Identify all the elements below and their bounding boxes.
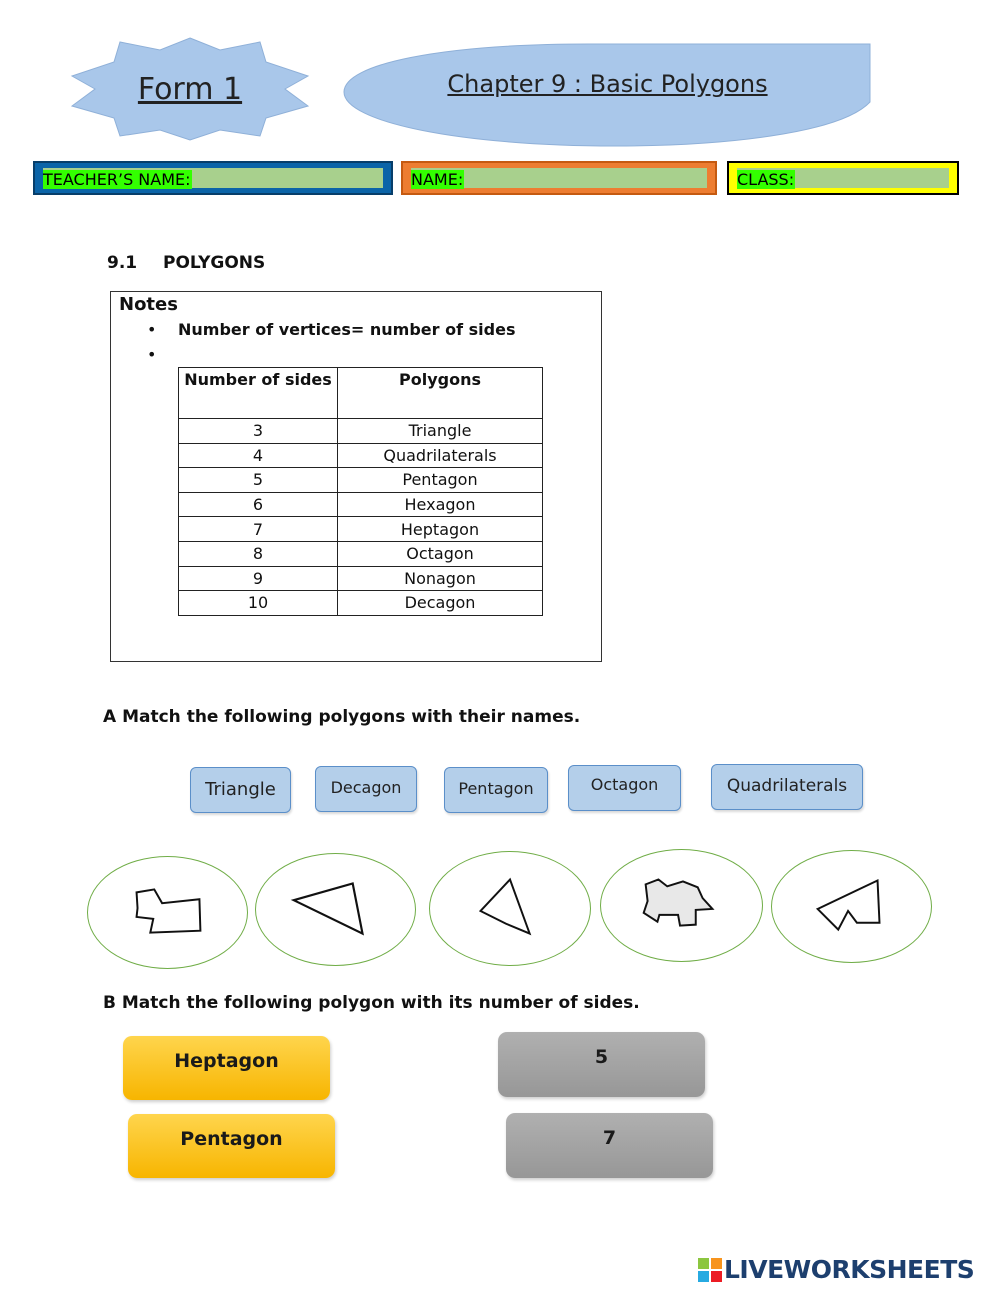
bullet-text: Number of vertices= number of sides — [178, 320, 516, 339]
table-cell: 9 — [179, 566, 338, 591]
name-label: NAME: — [411, 170, 464, 189]
table-cell: 7 — [179, 517, 338, 542]
logo-icon — [698, 1258, 722, 1282]
irregular-polygon-icon — [88, 857, 247, 968]
pentagon-card[interactable]: Pentagon — [128, 1114, 335, 1178]
table-cell: Octagon — [338, 541, 543, 566]
teacher-name-field[interactable] — [33, 161, 393, 195]
section-title: POLYGONS — [163, 253, 266, 273]
question-b-title: B Match the following polygon with its number of sides. — [103, 993, 640, 1013]
drop-zone-1[interactable] — [87, 856, 248, 969]
logo-text: LIVEWORKSHEETS — [724, 1255, 975, 1284]
chip-decagon[interactable]: Decagon — [315, 766, 417, 812]
table-cell: 3 — [179, 419, 338, 444]
question-a-title: A Match the following polygons with their names. — [103, 707, 581, 727]
table-cell: Nonagon — [338, 566, 543, 591]
table-cell: Hexagon — [338, 492, 543, 517]
chip-octagon[interactable]: Octagon — [568, 765, 681, 811]
number-card-5[interactable]: 5 — [498, 1032, 705, 1097]
table-row — [179, 566, 543, 591]
table-row — [179, 517, 543, 542]
class-label: CLASS: — [737, 170, 795, 189]
table-row — [179, 492, 543, 517]
table-row — [179, 468, 543, 493]
table-cell: Heptagon — [338, 517, 543, 542]
bullet: • — [147, 320, 157, 339]
table-cell: Decagon — [338, 591, 543, 616]
drop-zone-5[interactable] — [771, 850, 932, 963]
section-number: 9.1 — [107, 253, 138, 273]
heptagon-card[interactable]: Heptagon — [123, 1036, 330, 1100]
chip-triangle[interactable]: Triangle — [190, 767, 291, 813]
chip-pentagon[interactable]: Pentagon — [444, 767, 548, 813]
chapter-title: Chapter 9 : Basic Polygons — [447, 70, 768, 98]
chip-quadrilaterals[interactable]: Quadrilaterals — [711, 764, 863, 810]
table-cell: Quadrilaterals — [338, 443, 543, 468]
table-cell: 6 — [179, 492, 338, 517]
table-row — [179, 591, 543, 616]
decagon-icon — [601, 850, 762, 961]
table-cell: Triangle — [338, 419, 543, 444]
teacher-name-label: TEACHER’S NAME: — [43, 170, 191, 189]
table-row — [179, 443, 543, 468]
student-name-field[interactable] — [401, 161, 717, 195]
table-cell: 10 — [179, 591, 338, 616]
drop-zone-4[interactable] — [600, 849, 763, 962]
triangle-icon — [256, 854, 415, 965]
drop-zone-3[interactable] — [429, 851, 591, 966]
concave-pentagon-icon — [772, 851, 931, 962]
notes-title: Notes — [119, 294, 178, 315]
form-title: Form 1 — [137, 72, 243, 107]
drop-zone-2[interactable] — [255, 853, 416, 966]
table-cell: 5 — [179, 468, 338, 493]
class-field[interactable] — [727, 161, 959, 195]
table-cell: 8 — [179, 541, 338, 566]
table-cell: 4 — [179, 443, 338, 468]
table-header-sides: Number of sides — [179, 368, 338, 419]
table-cell: Pentagon — [338, 468, 543, 493]
table-header-polygons: Polygons — [338, 368, 543, 419]
quadrilateral-icon — [430, 852, 590, 965]
number-card-7[interactable]: 7 — [506, 1113, 713, 1178]
bullet: • — [147, 345, 157, 364]
polygon-table — [178, 367, 543, 616]
table-row — [179, 541, 543, 566]
table-row — [179, 419, 543, 444]
